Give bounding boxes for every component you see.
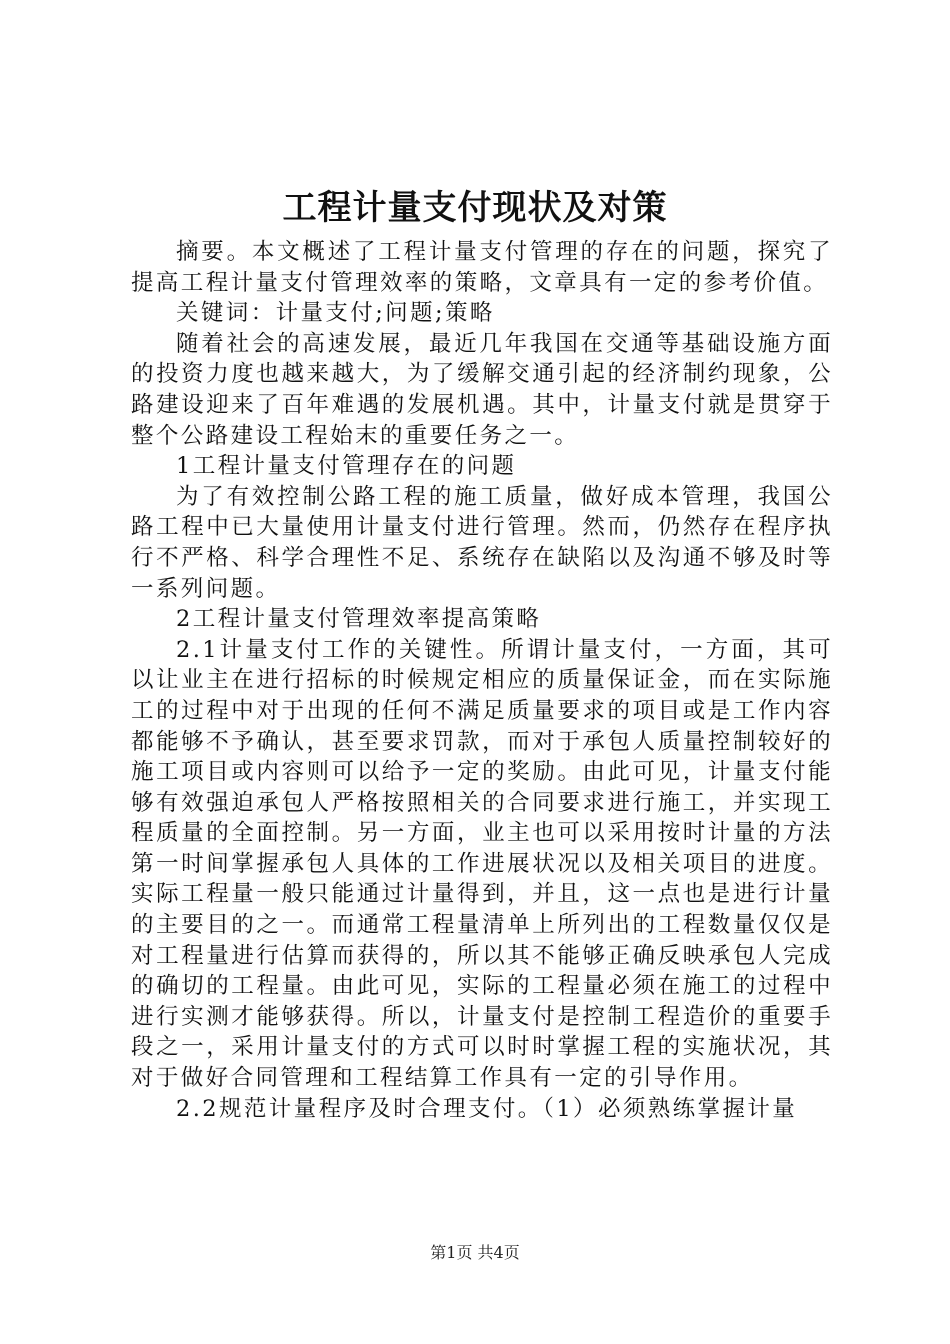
document-body (131, 237, 833, 1124)
section-1-heading: 1工程计量支付管理存在的问题 (176, 453, 517, 480)
section-2-heading: 2工程计量支付管理效率提高策略 (176, 606, 542, 633)
document-title: 工程计量支付现状及对策 (282, 188, 668, 228)
section-2-2-paragraph: 2.2规范计量程序及时合理支付。（1）必须熟练掌握计量 (176, 1095, 798, 1122)
page-number-footer: 第1页 共4页 (430, 1243, 520, 1262)
keywords-paragraph: 关键词：计量支付;问题;策略 (176, 300, 495, 327)
section-1-paragraph: 为了有效控制公路工程的施工质量，做好成本管理，我国公路工程中已大量使用计量支付进行管理。然而，仍然存在程序执行不严格、科学合理性不足、系统存在缺陷以及沟通不够及时等一系列问题。 (131, 483, 833, 602)
section-2-1-paragraph: 2.1计量支付工作的关键性。所谓计量支付，一方面，其可以让业主在进行招标的时候规定相应的质量保证金，而在实际施工的过程中对于出现的任何不满足质量要求的项目或是工作内容都能够不予确认，甚至要求罚款，而对于承包人质量控制较好的施工项目或内容则可以给予一定的奖励。由此可见，计量支付能够有效强迫承包人严格按照相关的合同要求进行施工，并实现工程质量的全面控制。另一方面，业主也可以采用按时计量的方法第一时间掌握承包人具体的工作进展状况以及相关项目的进度。实际工程量一般只能通过计量得到，并且，这一点也是进行计量的主要目的之一。而通常工程量清单上所列出的工程数量仅仅是对工程量进行估算而获得的，所以其不能够正确反映承包人完成的确切的工程量。由此可见，实际的工程量必须在施工的过程中进行实测才能够获得。所以，计量支付是控制工程造价的重要手段之一，采用计量支付的方式可以时时掌握工程的实施状况，其对于做好合同管理和工程结算工作具有一定的引导作用。 (131, 636, 833, 1092)
intro-paragraph: 随着社会的高速发展，最近几年我国在交通等基础设施方面的投资力度也越来越大，为了缓解交通引起的经济制约现象，公路建设迎来了百年难遇的发展机遇。其中，计量支付就是贯穿于整个公路建设工程始末的重要任务之一。 (131, 330, 833, 449)
abstract-paragraph: 摘要。本文概述了工程计量支付管理的存在的问题，探究了提高工程计量支付管理效率的策略，文章具有一定的参考价值。 (131, 239, 833, 296)
